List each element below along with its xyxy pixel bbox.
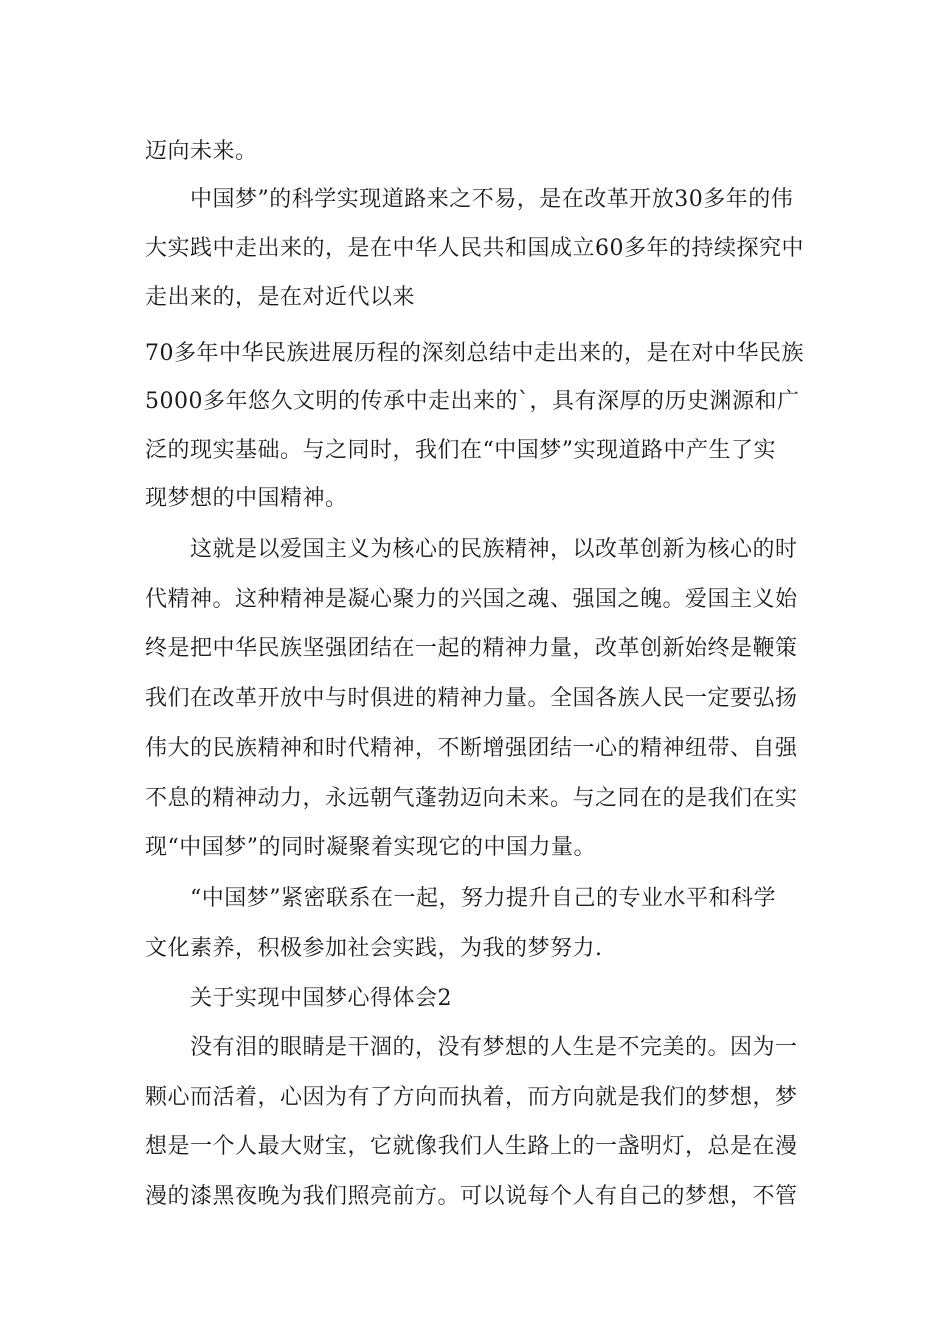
text-line: 颗心而活着，心因为有了方向而执着，而方向就是我们的梦想，梦	[145, 1085, 798, 1110]
text-line: 想是一个人最大财宝，它就像我们人生路上的一盏明灯，总是在漫	[145, 1134, 798, 1159]
text-line: 大实践中走出来的，是在中华人民共和国成立60多年的持续探究中	[145, 236, 804, 261]
text-line: 伟大的民族精神和时代精神，不断增强团结一心的精神纽带、自强	[145, 736, 798, 761]
text-line: 走出来的，是在对近代以来	[145, 285, 416, 310]
text-line: 泛的现实基础。与之同时，我们在“中国梦”实现道路中产生了实	[145, 438, 776, 463]
text-line: 不息的精神动力，永远朝气蓬勃迈向未来。与之同在的是我们在实	[145, 786, 798, 811]
text-line: 终是把中华民族坚强团结在一起的精神力量，改革创新始终是鞭策	[145, 636, 798, 661]
text-line: “中国梦”紧密联系在一起，努力提升自己的专业水平和科学	[190, 886, 776, 911]
text-line: 文化素养，积极参加社会实践，为我的梦努力.	[145, 936, 603, 961]
text-line: 漫的漆黑夜晚为我们照亮前方。可以说每个人有自己的梦想，不管	[145, 1184, 798, 1209]
text-line: 迈向未来。	[145, 139, 258, 164]
text-line: 现“中国梦”的同时凝聚着实现它的中国力量。	[145, 835, 596, 860]
text-line: 70多年中华民族进展历程的深刻总结中走出来的，是在对中华民族	[145, 341, 804, 366]
text-line: 这就是以爱国主义为核心的民族精神，以改革创新为核心的时	[190, 537, 798, 562]
text-line: 5000多年悠久文明的传承中走出来的`，具有深厚的历史渊源和广	[145, 389, 800, 414]
text-line: 代精神。这种精神是凝心聚力的兴国之魂、强国之魄。爱国主义始	[145, 587, 798, 612]
text-line: 现梦想的中国精神。	[145, 486, 348, 511]
section-heading: 关于实现中国梦心得体会2	[190, 986, 452, 1011]
text-line: 我们在改革开放中与时俱进的精神力量。全国各族人民一定要弘扬	[145, 686, 798, 711]
text-line: 中国梦”的科学实现道路来之不易，是在改革开放30多年的伟	[190, 187, 794, 212]
text-line: 没有泪的眼睛是干涸的，没有梦想的人生是不完美的。因为一	[190, 1035, 798, 1060]
